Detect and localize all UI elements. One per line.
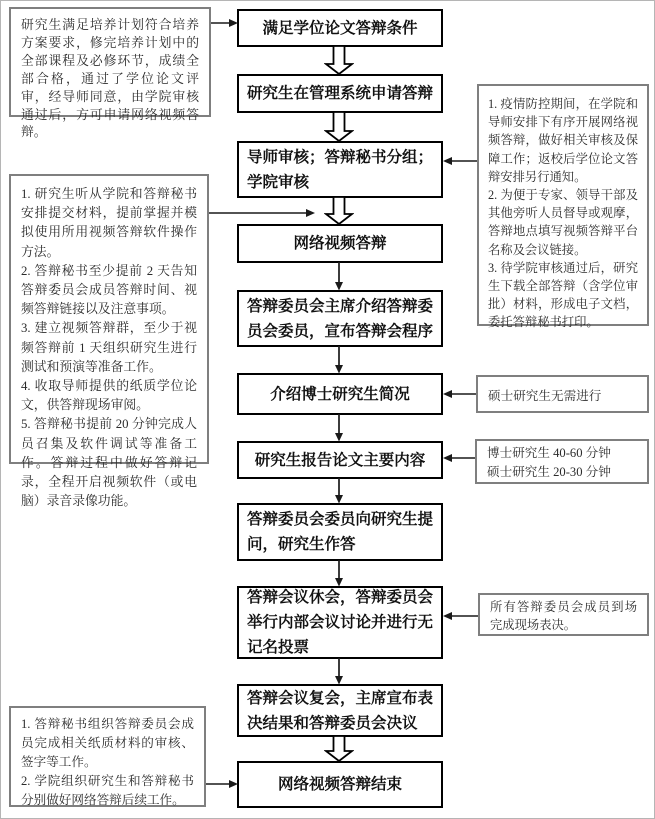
note-item: 1. 答辩秘书组织答辩委员会成员完成相关纸质材料的审核、签字等工作。	[21, 717, 194, 769]
arrow-left-icon	[443, 452, 476, 464]
note-prerequisite	[9, 7, 211, 140]
note-line: 博士研究生 40-60 分钟	[487, 446, 611, 460]
hollow-arrow-down-icon	[324, 112, 354, 142]
flow-node-online-video-defense: 网络视频答辩	[237, 224, 443, 263]
flow-node-supervisor-review: 导师审核；答辩秘书分组；学院审核	[237, 141, 443, 198]
arrow-right-icon	[211, 17, 238, 29]
flow-node-chair-introduces-committee: 答辩委员会主席介绍答辩委员会委员，宣布答辩会程序	[237, 290, 443, 347]
flow-node-defense-end: 网络视频答辩结束	[237, 761, 443, 808]
note-followup-work	[9, 706, 206, 807]
note-item: 2. 答辩秘书至少提前 2 天告知答辩委员会成员答辩时间、视频答辩链接以及注意事项。	[21, 263, 197, 317]
note-text: 硕士研究生无需进行	[488, 388, 602, 403]
flow-node-resume-announce-result: 答辩会议复会，主席宣布表决结果和答辩委员会决议	[237, 684, 443, 737]
arrow-down-icon	[332, 478, 346, 504]
note-item: 3. 建立视频答辩群，至少于视频答辩前 1 天组织研究生进行测试和预演等准备工作。	[21, 321, 197, 374]
flow-node-student-reports-thesis: 研究生报告论文主要内容	[237, 441, 443, 479]
note-item: 1. 研究生听从学院和答辩秘书安排提交材料，提前掌握并模拟使用所用视频答辩软件操作方法。	[21, 187, 197, 259]
note-online-defense-rules	[477, 84, 649, 330]
flow-node-apply-in-system: 研究生在管理系统申请答辩	[237, 74, 443, 113]
flow-node-meet-defense-conditions: 满足学位论文答辩条件	[237, 9, 443, 47]
arrow-right-icon	[209, 207, 315, 219]
note-item: 1. 疫情防控期间，在学院和导师安排下有序开展网络视频答辩，做好相关审核及保障工作；返校后学位论文答辩安排另行通知。	[488, 97, 638, 184]
note-vote-rule	[478, 593, 649, 636]
hollow-arrow-down-icon	[324, 46, 354, 75]
arrow-down-icon	[332, 658, 346, 685]
note-line: 硕士研究生 20-30 分钟	[487, 465, 611, 479]
arrow-left-icon	[443, 610, 479, 622]
flow-node-recess-secret-ballot: 答辩会议休会，答辩委员会举行内部会议讨论并进行无记名投票	[237, 586, 443, 659]
hollow-arrow-down-icon	[324, 736, 354, 762]
note-item: 2. 为便于专家、领导干部及其他旁听人员督导或观摩，答辩地点填写视频答辩平台名称及会议链接。	[488, 188, 638, 257]
hollow-arrow-down-icon	[324, 197, 354, 225]
arrow-down-icon	[332, 262, 346, 291]
note-master-skip	[476, 375, 649, 413]
note-text: 所有答辩委员会成员到场完成现场表决。	[490, 600, 637, 632]
flow-node-committee-questions: 答辩委员会委员向研究生提问，研究生作答	[237, 503, 443, 561]
note-item: 5. 答辩秘书提前 20 分钟完成人员召集及软件调试等准备工作。答辩过程中做好答辩记录，全程开启视频软件（或电脑）录音录像功能。	[21, 417, 197, 509]
note-item: 4. 收取导师提供的纸质学位论文，供答辩现场审阅。	[21, 379, 197, 413]
note-report-duration	[475, 439, 649, 484]
flow-node-introduce-doctoral-profile: 介绍博士研究生简况	[237, 373, 443, 415]
arrow-down-icon	[332, 414, 346, 442]
note-text: 研究生满足培养计划符合培养方案要求，修完培养计划中的全部课程及必修环节，成绩全部合格，通过了学位论文评审，经导师同意，由学院审核通过后，方可申请网络视频答辩。	[21, 18, 199, 140]
arrow-left-icon	[443, 155, 478, 167]
note-secretary-preparation	[9, 174, 209, 509]
arrow-left-icon	[443, 388, 477, 400]
arrow-down-icon	[332, 560, 346, 587]
note-item: 2. 学院组织研究生和答辩秘书分别做好网络答辩后续工作。	[21, 774, 194, 807]
arrow-down-icon	[332, 346, 346, 374]
note-item: 3. 待学院审核通过后，研究生下载全部答辩（含学位审批）材料，形成电子文档，委托答辩秘书打印。	[488, 260, 638, 330]
arrow-right-icon	[206, 778, 238, 790]
